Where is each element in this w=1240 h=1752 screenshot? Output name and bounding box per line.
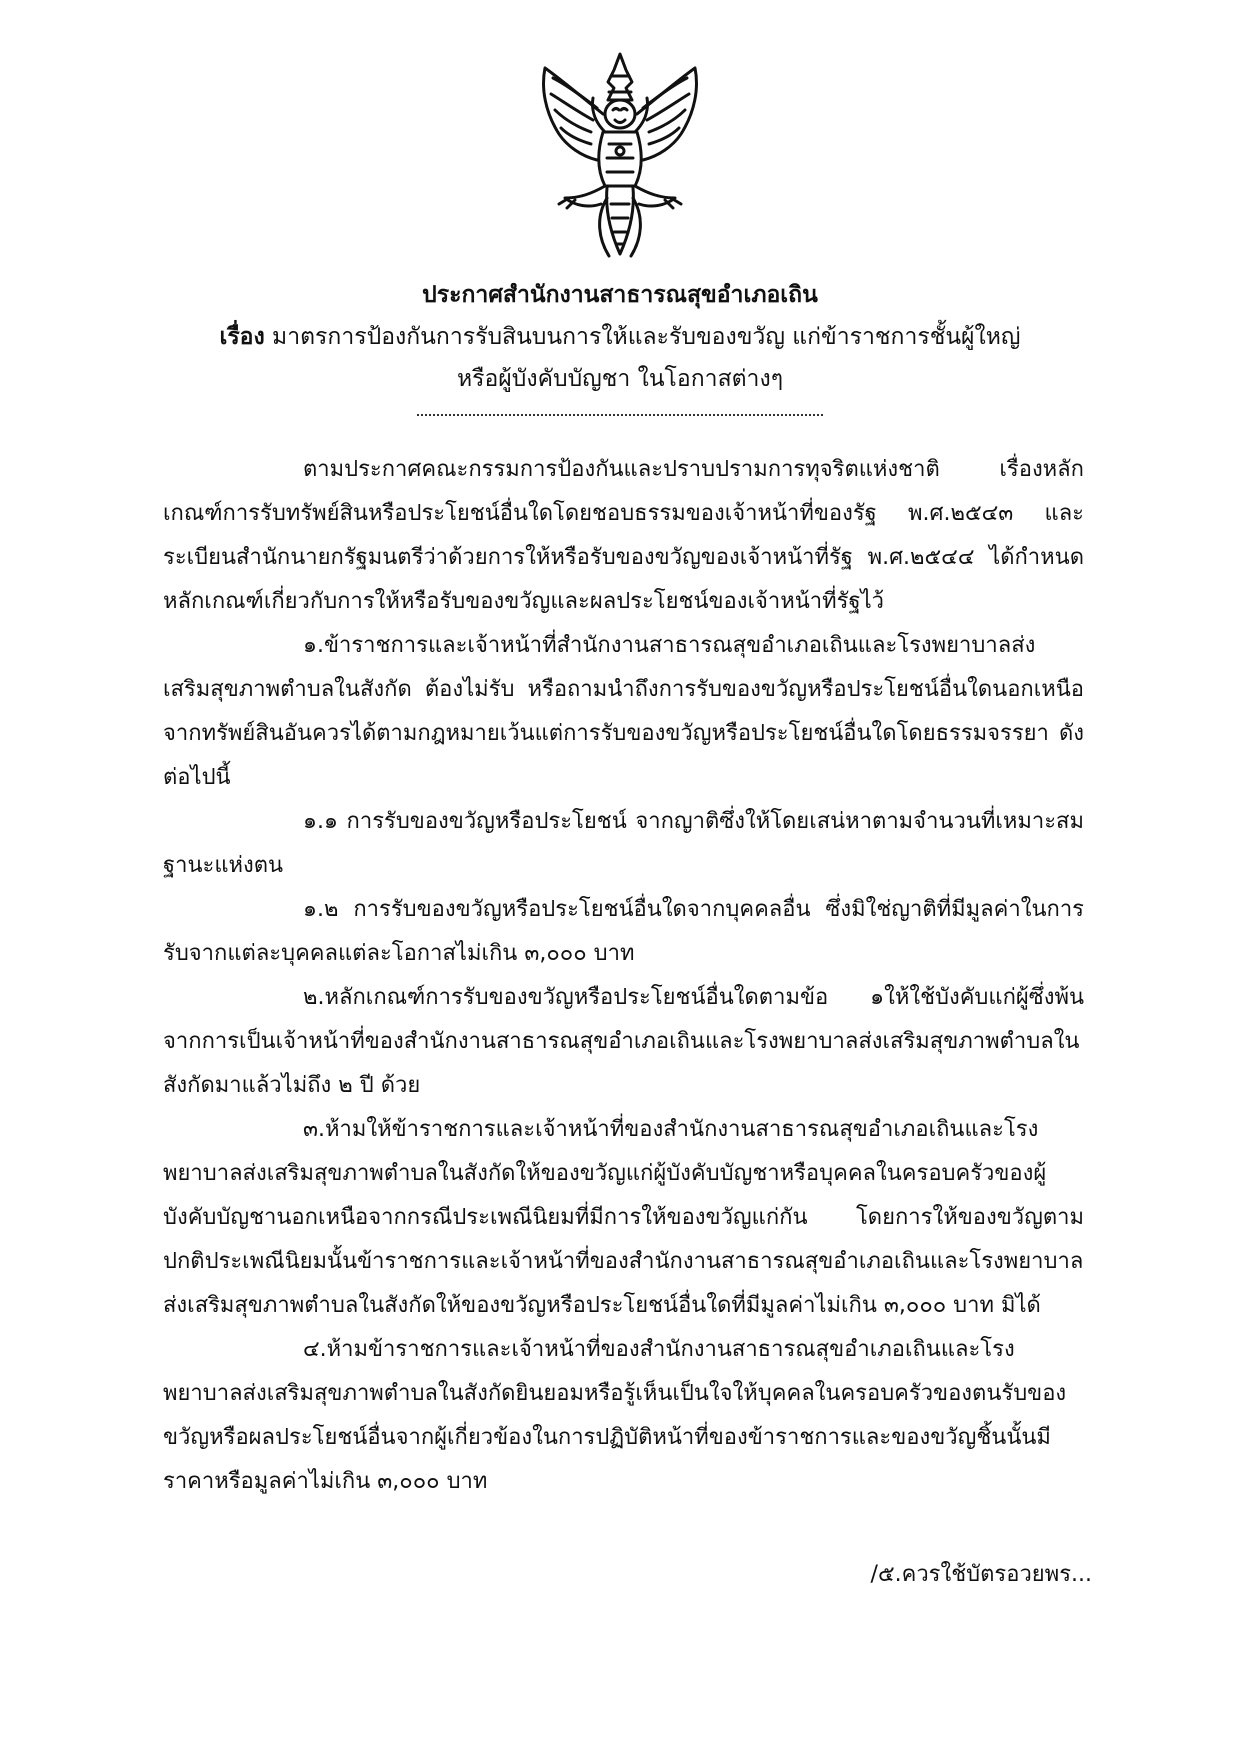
- subject-label: เรื่อง: [219, 324, 265, 350]
- paragraph-clause-3: ๓.ห้ามให้ข้าราชการและเจ้าหน้าที่ของสำนักงานสาธารณสุขอำเภอเถินและโรงพยาบาลส่งเสริมสุขภาพตำบลในสังกัดให้ของขวัญแก่ผู้บังคับบัญชาหรือบุคคลในครอบครัวของผู้บังคับบัญชานอกเหนือจากกรณีประเพณีนิยมที่มีการให้ของขวัญแก่กัน โดยการให้ของขวัญตามปกติประเพณีนิยมนั้นข้าราชการและเจ้าหน้าที่ของสำนักงานสาธารณสุขอำเภอเถินและโรงพยาบาลส่งเสริมสุขภาพตำบลในสังกัดให้ของขวัญหรือประโยชน์อื่นใดที่มีมูลค่าไม่เกิน ๓,๐๐๐ บาท มิได้: [163, 1117, 1084, 1318]
- announcement-body: [163, 448, 1084, 1504]
- garuda-emblem-icon: [535, 48, 705, 266]
- paragraph-intro: ตามประกาศคณะกรรมการป้องกันและปราบปรามการทุจริตแห่งชาติ เรื่องหลักเกณฑ์การรับทรัพย์สินหรือประโยชน์อื่นใดโดยชอบธรรมของเจ้าหน้าที่ของรัฐ พ.ศ.๒๕๔๓ และระเบียนสำนักนายกรัฐมนตรีว่าด้วยการให้หรือรับของขวัญของเจ้าหน้าที่รัฐ พ.ศ.๒๕๔๔ ได้กำหนดหลักเกณฑ์เกี่ยวกับการให้หรือรับของขวัญและผลประโยชน์ของเจ้าหน้าที่รัฐไว้: [163, 457, 1084, 614]
- dotted-divider: [417, 414, 823, 416]
- subject-text-1: มาตรการป้องกันการรับสินบนการให้และรับของขวัญ แก่ข้าราชการชั้นผู้ใหญ่: [272, 324, 1021, 350]
- page-continuation: /๕.ควรใช้บัตรอวยพร...: [870, 1562, 1092, 1587]
- announcement-title: ประกาศสำนักงานสาธารณสุขอำเภอเถิน: [422, 282, 818, 308]
- paragraph-clause-4: ๔.ห้ามข้าราชการและเจ้าหน้าที่ของสำนักงานสาธารณสุขอำเภอเถินและโรงพยาบาลส่งเสริมสุขภาพตำบลในสังกัดยินยอมหรือรู้เห็นเป็นใจให้บุคคลในครอบครัวของตนรับของขวัญหรือผลประโยชน์อื่นจากผู้เกี่ยวข้องในการปฏิบัติหน้าที่ของข้าราชการและของขวัญชิ้นนั้นมีราคาหรือมูลค่าไม่เกิน ๓,๐๐๐ บาท: [163, 1337, 1067, 1494]
- paragraph-clause-1-2: ๑.๒ การรับของขวัญหรือประโยชน์อื่นใดจากบุคคลอื่น ซึ่งมิใช่ญาติที่มีมูลค่าในการรับจากแต่ละบุคคลแต่ละโอกาสไม่เกิน ๓,๐๐๐ บาท: [163, 897, 1084, 966]
- subject-line-1: [160, 322, 1080, 352]
- paragraph-clause-1-1: ๑.๑ การรับของขวัญหรือประโยชน์ จากญาติซึ่งให้โดยเสน่หาตามจำนวนที่เหมาะสมฐานะแห่งตน: [163, 809, 1084, 878]
- paragraph-clause-2: ๒.หลักเกณฑ์การรับของขวัญหรือประโยชน์อื่นใดตามข้อ ๑ให้ใช้บังคับแก่ผู้ซึ่งพ้นจากการเป็นเจ้าหน้าที่ของสำนักงานสาธารณสุขอำเภอเถินและโรงพยาบาลส่งเสริมสุขภาพตำบลในสังกัดมาแล้วไม่ถึง ๒ ปี ด้วย: [163, 985, 1084, 1098]
- subject-line-2: หรือผู้บังคับบัญชา ในโอกาสต่างๆ: [456, 366, 784, 392]
- paragraph-clause-1: ๑.ข้าราชการและเจ้าหน้าที่สำนักงานสาธารณสุขอำเภอเถินและโรงพยาบาลส่งเสริมสุขภาพตำบลในสังกัด ต้องไม่รับ หรือถามนำถึงการรับของขวัญหรือประโยชน์อื่นใดนอกเหนือจากทรัพย์สินอันควรได้ตามกฎหมายเว้นแต่การรับของขวัญหรือประโยชน์อื่นใดโดยธรรมจรรยา ดังต่อไปนี้: [163, 633, 1084, 790]
